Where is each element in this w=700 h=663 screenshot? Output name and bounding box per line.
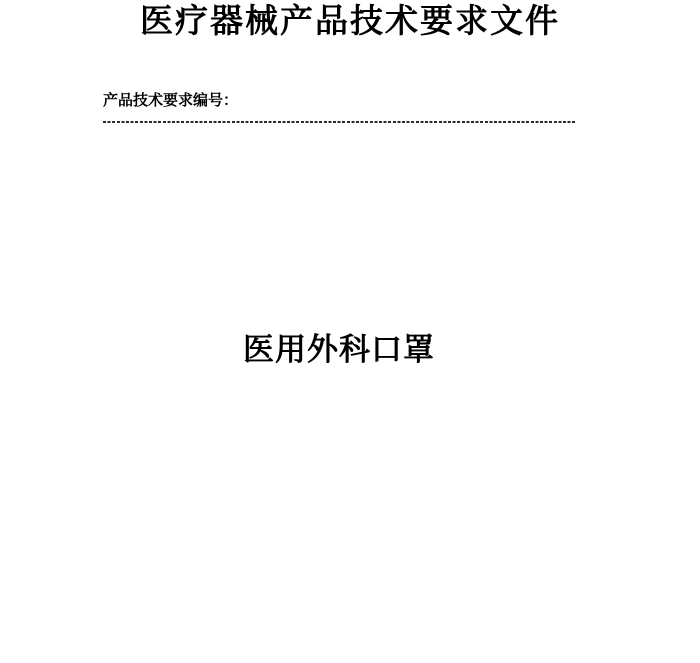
number-label: 产品技术要求编号： (103, 93, 239, 109)
product-name: 医用外科口罩 (243, 332, 435, 367)
document-title: 医疗器械产品技术要求文件 (140, 2, 560, 39)
number-fill-line (103, 121, 575, 123)
